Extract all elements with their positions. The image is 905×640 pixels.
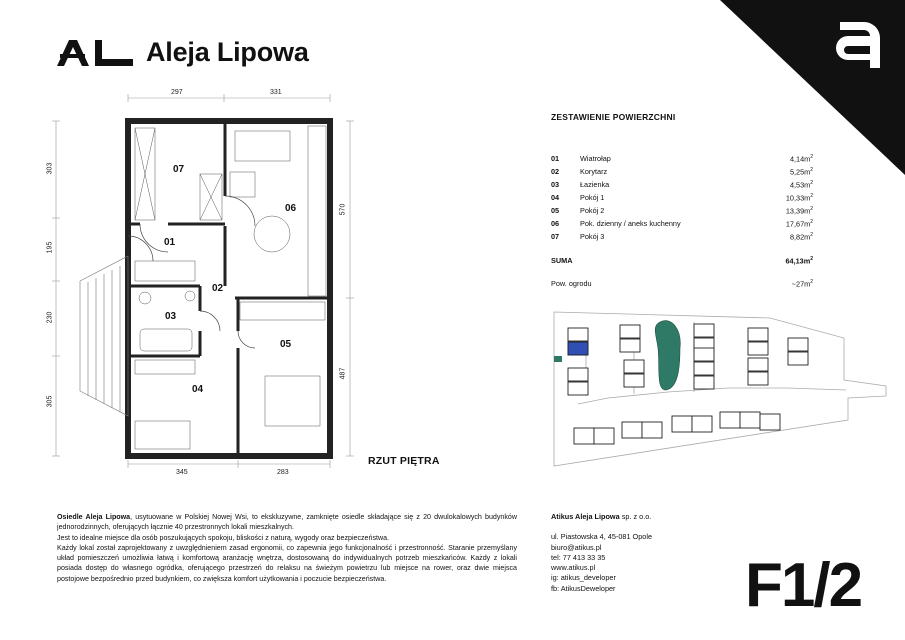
contact-block: Atikus Aleja Lipowa sp. z o.o. ul. Piastowska 4, 45-081 Opole biuro@atikus.pl tel: 77 413 33 35 www.atikus.pl ig: atikus_developer fb: AtikusDeweloper xyxy=(551,512,652,593)
summary-garden: Pow. ogrodu $\sim 27m^2$ xyxy=(551,279,813,289)
room-02: 02 xyxy=(212,283,224,294)
summary-row: 04 Pokój 1 $10,33m^2$ xyxy=(551,193,813,203)
room-01: 01 xyxy=(164,237,176,248)
site-map xyxy=(548,308,893,468)
dim-top-1: 297 xyxy=(171,89,183,96)
summary-row: 07 Pokój 3 $8,82m^2$ xyxy=(551,232,813,242)
dim-top-2: 331 xyxy=(270,89,282,96)
pond xyxy=(655,321,680,390)
address: ul. Piastowska 4, 45-081 Opole xyxy=(551,532,652,542)
al-logo-icon xyxy=(55,36,135,68)
description: Osiedle Aleja Lipowa, usytuowane w Polskiej Nowej Wsi, to ekskluzywne, zamknięte osiedle składające się z 20 dwulokalowych budynków jednorodzinnych, oferujących łącznie 40 przestronnych lokali mieszkalnych. Jest to idealne miejsce dla osób poszukujących spokoju, bliskości z naturą, wygody oraz bezpieczeństwa. Każdy lokal został zaprojektowany z uwzględnieniem zasad ergonomii, co zapewnia jego funkcjonalność i przestronność. Staranie przemyślany układ pomieszczeń umożliwia łatwą i komfortową aranżację wnętrza, dostosowaną do indywidualnych potrzeb mieszkańców. Każdy z lokali posiada dostęp do własnego ogródka, oferującego przestrzeń do relaksu na świeżym powietrzu lub miejsce na rower, oraz dwie miejsca postojowe bezpośrednio przed budynkiem, co zwiększa komfort użytkowania i poczucie bezpieczeństwa. xyxy=(57,513,517,583)
summary-row: 02 Korytarz $5,25m^2$ xyxy=(551,167,813,177)
corner-triangle xyxy=(720,0,905,175)
facebook: fb: AtikusDeweloper xyxy=(551,583,616,593)
dim-bottom-1: 345 xyxy=(176,469,188,476)
phone: tel: 77 413 33 35 xyxy=(551,552,606,562)
summary-row: 01 Wiatrołap $4,14m^2$ xyxy=(551,154,813,164)
room-03: 03 xyxy=(165,311,177,322)
floor-plan xyxy=(40,86,370,486)
dim-left-4: 305 xyxy=(46,395,54,408)
summary-row: 05 Pokój 2 $13,39m^2$ xyxy=(551,206,813,216)
email-link[interactable]: biuro@atikus.pl xyxy=(551,542,602,552)
summary-row: 06 Pok. dzienny / aneks kuchenny $17,67m^2$ xyxy=(551,219,813,229)
room-04: 04 xyxy=(192,384,204,395)
room-06: 06 xyxy=(285,203,297,214)
summary-row: 03 Łazienka $4,53m^2$ xyxy=(551,180,813,190)
unit-code: F1/2 xyxy=(745,551,862,620)
room-05: 05 xyxy=(280,339,292,350)
dim-right-2: 487 xyxy=(339,367,347,380)
dim-bottom-2: 283 xyxy=(277,469,289,476)
dim-left-1: 303 xyxy=(46,162,54,175)
summary-total: SUMA $64,13m^2$ xyxy=(551,256,813,266)
instagram: ig: atikus_developer xyxy=(551,573,616,583)
green-marker xyxy=(554,356,562,362)
plan-title: RZUT PIĘTRA xyxy=(368,455,440,467)
selected-unit xyxy=(568,342,588,355)
dim-right-1: 570 xyxy=(339,203,347,216)
dim-left-2: 195 xyxy=(46,241,54,254)
dim-left-3: 230 xyxy=(46,311,54,324)
web-link[interactable]: www.atikus.pl xyxy=(551,563,596,573)
brand-name: Aleja Lipowa xyxy=(146,37,309,67)
summary-title: ZESTAWIENIE POWIERZCHNI xyxy=(551,112,676,122)
room-07: 07 xyxy=(173,164,185,175)
